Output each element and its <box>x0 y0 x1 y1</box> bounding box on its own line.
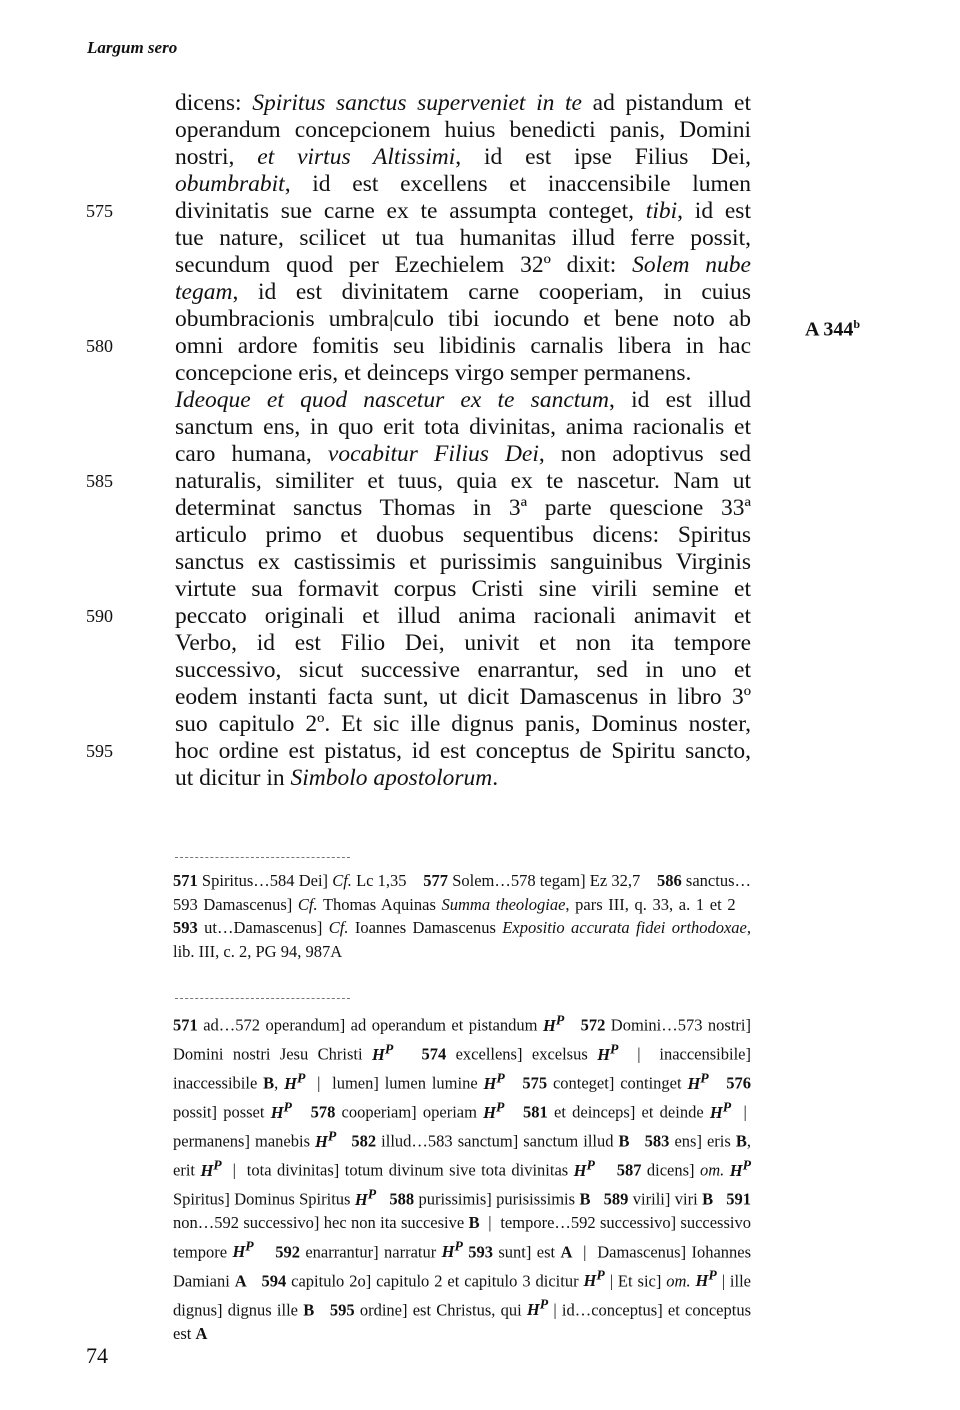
margin-folio-reference: A 344$^b$ <box>805 317 861 341</box>
text-line: secundum quod per Ezechielem 32º dixit: Solem nube <box>175 252 751 278</box>
text-line: virtute sua formavit corpus Cristi sine virili semine et <box>175 576 751 602</box>
text-line: articulo primo et duobus sequentibus dicens: Spiritus <box>175 522 751 548</box>
text-line: sanctum ens, in quo erit tota divinitas, anima racionalis et <box>175 414 751 440</box>
apparatus-rule <box>175 857 350 858</box>
text-line: peccato originali et illud anima racionali animavit et <box>175 603 751 629</box>
text-line: hoc ordine est pistatus, id est conceptus de Spiritu sancto, <box>175 738 751 764</box>
text-line: Ideoque et quod nascetur ex te sanctum, id est illud <box>175 387 751 413</box>
text-line: operandum concepcionem huius benedicti panis, Domini <box>175 117 751 143</box>
text-line: naturalis, similiter et tuus, quia ex te nascetur. Nam ut <box>175 468 751 494</box>
line-number: 580 <box>86 336 113 356</box>
text-line: sanctus ex castissimis et purissimis sanguinibus Virginis <box>175 549 751 575</box>
text-line: obumbrabit, id est excellens et inaccensibile lumen <box>175 171 751 197</box>
text-line: Verbo, id est Filio Dei, univit et non ita tempore <box>175 630 751 656</box>
text-line: concepcione eris, et deinceps virgo semper permanens. <box>175 360 692 386</box>
line-number: 575 <box>86 201 113 221</box>
text-line: dicens: Spiritus sanctus superveniet in te ad pistandum et <box>175 90 751 116</box>
apparatus-rule <box>175 998 350 999</box>
text-line: nostri, et virtus Altissimi, id est ipse Filius Dei, <box>175 144 752 170</box>
text-line: caro humana, vocabitur Filius Dei, non adoptivus sed <box>175 441 752 467</box>
sources-apparatus: 571 Spiritus…584 Dei] Cf. Lc 1,35 577 Solem…578 tegam] Ez 32,7 586 sanctus…593 Damascenus] Cf. Thomas Aquinas Summa theologiae, pars III, q. 33, a. 1 et 2 593 ut…Damascenus] Cf. Ioannes Damascenus Expositio accurata fidei orthodoxae, lib. III, c. 2, PG 94, 987A <box>173 871 752 961</box>
text-line: suo capitulo 2º. Et sic ille dignus panis, Dominus noster, <box>175 711 751 737</box>
critical-apparatus: 571 ad…572 operandum] ad operandum et pistandum $H^P$ 572 Domini…573 nostri] Domini nostri Jesu Christi $H^P$ 574 excellens] excelsus $H^P$ | inaccensibile] inaccessibile B, $H^P$ | lumen] lumen lumine $H^P$ 575 conteget] continget $H^P$ 576 possit] posset $H^P$ 578 cooperiam] operiam $H^P$ 581 et deinceps] et deinde $H^P$ | permanens] manebis $H^P$ 582 illud…583 sanctum] sanctum illud B 583 ens] eris B, erit $H^P$ | tota divinitas] totum divinum sive tota divinitas $H^P$ 587 dicens] om. $H^P$ Spiritus] Dominus Spiritus $H^P$ 588 purissimis] purisissimis B 589 virili] viri B 591 non…592 successivo] hec non ita succesive B | tempore…592 successivo] successivo tempore $H^P$ 592 enarrantur] narratur $H^P$ 593 sunt] est A | Damascenus] Iohannes Damiani A 594 capitulo 2o] capitulo 2 et capitulo 3 dicitur $H^P$ | Et sic] om. $H^P$ | ille dignus] dignus ille B 595 ordine] est Christus, qui $H^P$ | id…conceptus] et conceptus est A <box>173 1012 752 1343</box>
text-line: determinat sanctus Thomas in 3ª parte quescione 33ª <box>175 495 751 521</box>
text-line: ut dicitur in Simbolo apostolorum. <box>175 765 499 791</box>
text-line: tue nature, scilicet ut tua humanitas illud ferre possit, <box>175 225 751 251</box>
line-number: 585 <box>86 471 113 491</box>
running-head: Largum sero <box>87 38 178 57</box>
text-line: eodem instanti facta sunt, ut dicit Damascenus in libro 3º <box>175 684 751 710</box>
page-number: 74 <box>86 1343 108 1368</box>
text-line: divinitatis sue carne ex te assumpta conteget, tibi, id est <box>175 198 751 224</box>
line-number: 590 <box>86 606 113 626</box>
text-line: obumbracionis umbra|culo tibi iocundo et bene noto ab <box>175 306 751 332</box>
text-line: omni ardore fomitis seu libidinis carnalis libera in hac <box>175 333 751 359</box>
text-line: successivo, sicut successive enarrantur, sed in uno et <box>175 657 751 683</box>
text-line: tegam, id est divinitatem carne cooperiam, in cuius <box>175 279 751 305</box>
line-number: 595 <box>86 741 113 761</box>
